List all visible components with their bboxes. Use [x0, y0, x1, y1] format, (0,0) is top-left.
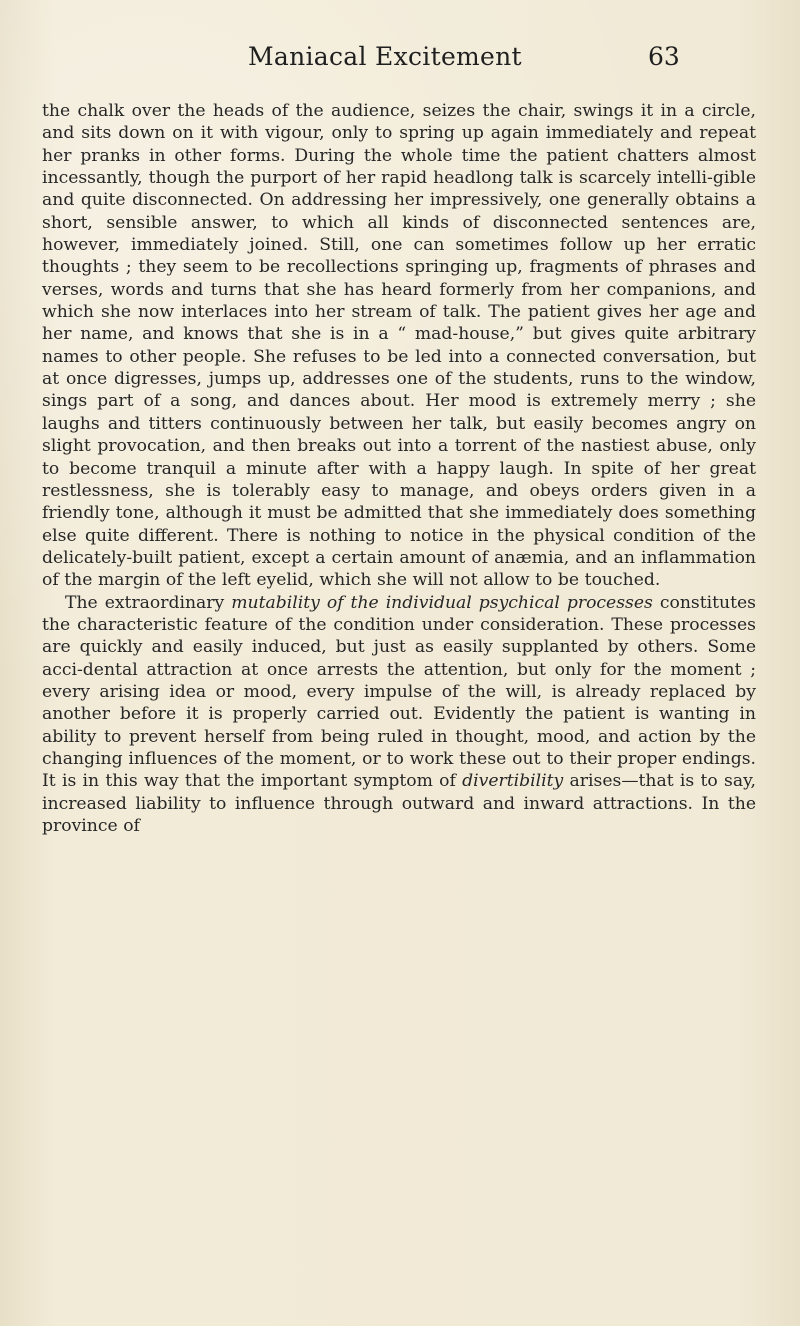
body-text — [42, 100, 756, 837]
italic-term: divertibility — [462, 771, 564, 792]
paragraph-text: constitutes the characteristic feature of the condition under consideration. These processes are quickly and easily induced, but just as easily supplanted by others. Some acci-dental attraction at once arrests the attention, but only for the moment ; every arising idea or mood, every impulse of the will, is already replaced by another before it is properly carried out. Evidently the patient is wanting in ability to prevent herself from being ruled in thought, mood, and action by the changing influences of the moment, or to work these out to their proper endings. It is in this way that the important symptom of — [42, 592, 756, 792]
paragraph-text: arises—that is to say, increased liability to influence through outward and inward attractions. In the province of — [42, 771, 756, 836]
italic-phrase: mutability of the individual psychical processes — [231, 592, 653, 613]
running-title: Maniacal Excitement — [248, 42, 522, 71]
page-number: 63 — [648, 42, 680, 71]
page-header — [0, 42, 800, 82]
paragraph: the chalk over the heads of the audience, seizes the chair, swings it in a circle, and sits down on it with vigour, only to spring up again immediately and repeat her pranks in other forms. During the whole time the patient chatters almost incessantly, though the purport of her rapid headlong talk is scarcely intelli-gible and quite disconnected. On addressing her impressively, one generally obtains a short, sensible answer, to which all kinds of disconnected sentences are, however, immediately joined. Still, one can sometimes follow up her erratic thoughts ; they seem to be recollections springing up, fragments of phrases and verses, words and turns that she has heard formerly from her companions, and which she now interlaces into her stream of talk. The patient gives her age and her name, and knows that she is in a “ mad-house,” but gives quite arbitrary names to other people. She refuses to be led into a connected conversation, but at once digresses, jumps up, addresses one of the students, runs to the window, sings part of a song, and dances about. Her mood is extremely merry ; she laughs and titters continuously between her talk, but easily becomes angry on slight provocation, and then breaks out into a torrent of the nastiest abuse, only to become tranquil a minute after with a happy laugh. In spite of her great restlessness, she is tolerably easy to manage, and obeys orders given in a friendly tone, although it must be admitted that she immediately does something else quite different. There is nothing to notice in the physical condition of the delicately-built patient, except a certain amount of anæmia, and an inflammation of the margin of the left eyelid, which she will not allow to be touched. — [42, 101, 756, 591]
paragraph-text: The extraordinary — [65, 592, 232, 613]
paragraph — [42, 592, 756, 838]
